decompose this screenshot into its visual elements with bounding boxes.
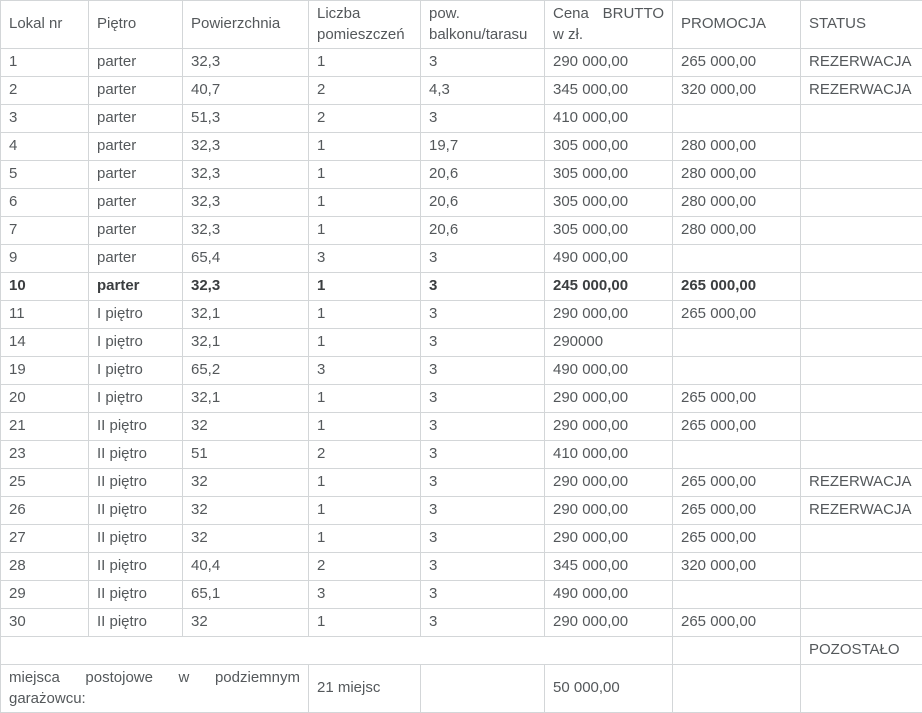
table-row [1, 553, 922, 581]
header-liczba-pomieszczen: Liczba pomieszczeń [309, 1, 421, 49]
cell-pow-balkonu: 3 [421, 469, 545, 497]
cell-status [801, 133, 922, 161]
cell-powierzchnia: 32,1 [183, 329, 309, 357]
cell-powierzchnia: 65,2 [183, 357, 309, 385]
pozostalo-cell: POZOSTAŁO [801, 637, 922, 665]
cell-promocja: 265 000,00 [673, 609, 801, 637]
cell-cena-brutto: 490 000,00 [545, 357, 673, 385]
cell-promocja [673, 581, 801, 609]
cell-lokal-nr: 20 [1, 385, 89, 413]
cell-status [801, 441, 922, 469]
cell-lokal-nr: 1 [1, 49, 89, 77]
cell-lokal-nr: 6 [1, 189, 89, 217]
cell-pietro: II piętro [89, 469, 183, 497]
cell-promocja: 265 000,00 [673, 497, 801, 525]
table-row [1, 581, 922, 609]
cell-status [801, 189, 922, 217]
cell-pow-balkonu: 3 [421, 413, 545, 441]
cell-cena-brutto: 290 000,00 [545, 413, 673, 441]
cell-pow-balkonu: 3 [421, 581, 545, 609]
cell-lokal-nr: 2 [1, 77, 89, 105]
cell-pietro: I piętro [89, 385, 183, 413]
cell-lokal-nr: 7 [1, 217, 89, 245]
cell-lokal-nr: 28 [1, 553, 89, 581]
spacer-row [1, 637, 922, 665]
cell-powierzchnia: 32,3 [183, 49, 309, 77]
cell-liczba-pomieszczen: 2 [309, 77, 421, 105]
table-row [1, 189, 922, 217]
header-promocja: PROMOCJA [673, 1, 801, 49]
cell-promocja [673, 441, 801, 469]
cell-cena-brutto: 290 000,00 [545, 525, 673, 553]
cell-status [801, 161, 922, 189]
cell-pietro: I piętro [89, 357, 183, 385]
cell-liczba-pomieszczen: 3 [309, 581, 421, 609]
cell-pow-balkonu: 20,6 [421, 161, 545, 189]
header-cena-brutto: Cena BRUTTO w zł. [545, 1, 673, 49]
cell-status [801, 357, 922, 385]
cell-pietro: parter [89, 49, 183, 77]
cell-promocja: 280 000,00 [673, 217, 801, 245]
table-row [1, 497, 922, 525]
table-row [1, 469, 922, 497]
cell-status [801, 609, 922, 637]
cell-status [801, 525, 922, 553]
cell-powierzchnia: 32,3 [183, 217, 309, 245]
cell-cena-brutto: 305 000,00 [545, 189, 673, 217]
cell-powierzchnia: 40,7 [183, 77, 309, 105]
cell-powierzchnia: 32,3 [183, 273, 309, 301]
cell-liczba-pomieszczen: 1 [309, 49, 421, 77]
cell-powierzchnia: 32 [183, 525, 309, 553]
cell-promocja: 265 000,00 [673, 49, 801, 77]
cell-pow-balkonu: 3 [421, 329, 545, 357]
cell-pietro: II piętro [89, 413, 183, 441]
cell-pietro: parter [89, 245, 183, 273]
cell-pietro: parter [89, 189, 183, 217]
cell-pow-balkonu: 3 [421, 105, 545, 133]
spacer-cell [1, 637, 673, 665]
cell-promocja: 280 000,00 [673, 133, 801, 161]
garage-empty-cell [421, 665, 545, 713]
cell-cena-brutto: 245 000,00 [545, 273, 673, 301]
cell-pow-balkonu: 3 [421, 357, 545, 385]
table-row [1, 273, 922, 301]
cell-powierzchnia: 32,3 [183, 189, 309, 217]
cell-lokal-nr: 23 [1, 441, 89, 469]
header-pietro: Piętro [89, 1, 183, 49]
cell-pietro: I piętro [89, 301, 183, 329]
cell-pietro: parter [89, 133, 183, 161]
table-row [1, 77, 922, 105]
cell-powierzchnia: 32 [183, 469, 309, 497]
cell-cena-brutto: 410 000,00 [545, 441, 673, 469]
table-row [1, 385, 922, 413]
cell-status: REZERWACJA [801, 469, 922, 497]
cell-status [801, 385, 922, 413]
cell-cena-brutto: 410 000,00 [545, 105, 673, 133]
table-row [1, 105, 922, 133]
cell-pietro: II piętro [89, 609, 183, 637]
cell-liczba-pomieszczen: 1 [309, 217, 421, 245]
cell-liczba-pomieszczen: 1 [309, 413, 421, 441]
cell-status: REZERWACJA [801, 497, 922, 525]
cell-powierzchnia: 32,3 [183, 133, 309, 161]
cell-pow-balkonu: 19,7 [421, 133, 545, 161]
table-row [1, 357, 922, 385]
cell-liczba-pomieszczen: 1 [309, 525, 421, 553]
garage-row [1, 665, 922, 713]
cell-promocja: 265 000,00 [673, 525, 801, 553]
cell-status [801, 273, 922, 301]
cell-pow-balkonu: 3 [421, 49, 545, 77]
cell-cena-brutto: 290 000,00 [545, 301, 673, 329]
cell-status [801, 329, 922, 357]
cell-promocja [673, 357, 801, 385]
cell-pietro: II piętro [89, 553, 183, 581]
cell-lokal-nr: 25 [1, 469, 89, 497]
cell-cena-brutto: 290 000,00 [545, 469, 673, 497]
table-row [1, 133, 922, 161]
cell-pow-balkonu: 3 [421, 497, 545, 525]
cell-powierzchnia: 51,3 [183, 105, 309, 133]
cell-pietro: parter [89, 105, 183, 133]
cell-lokal-nr: 29 [1, 581, 89, 609]
cell-cena-brutto: 290 000,00 [545, 385, 673, 413]
cell-liczba-pomieszczen: 1 [309, 609, 421, 637]
cell-pietro: II piętro [89, 441, 183, 469]
cell-powierzchnia: 51 [183, 441, 309, 469]
garage-status-cell [801, 665, 922, 713]
cell-promocja [673, 245, 801, 273]
cell-promocja: 320 000,00 [673, 553, 801, 581]
cell-liczba-pomieszczen: 1 [309, 329, 421, 357]
cell-promocja: 265 000,00 [673, 301, 801, 329]
cell-pietro: II piętro [89, 581, 183, 609]
cell-pietro: parter [89, 217, 183, 245]
cell-pietro: parter [89, 77, 183, 105]
cell-status [801, 245, 922, 273]
table-row [1, 301, 922, 329]
cell-cena-brutto: 290000 [545, 329, 673, 357]
cell-liczba-pomieszczen: 2 [309, 441, 421, 469]
cell-lokal-nr: 5 [1, 161, 89, 189]
cell-pow-balkonu: 20,6 [421, 217, 545, 245]
cell-powierzchnia: 32,1 [183, 301, 309, 329]
spacer-promocja-cell [673, 637, 801, 665]
cell-promocja: 265 000,00 [673, 385, 801, 413]
table-body [1, 49, 922, 637]
cell-lokal-nr: 21 [1, 413, 89, 441]
table-row [1, 441, 922, 469]
cell-liczba-pomieszczen: 1 [309, 469, 421, 497]
cell-liczba-pomieszczen: 1 [309, 133, 421, 161]
cell-pow-balkonu: 3 [421, 441, 545, 469]
cell-powierzchnia: 32 [183, 413, 309, 441]
cell-pow-balkonu: 3 [421, 245, 545, 273]
cell-pow-balkonu: 3 [421, 273, 545, 301]
cell-liczba-pomieszczen: 1 [309, 189, 421, 217]
cell-status [801, 581, 922, 609]
cell-liczba-pomieszczen: 1 [309, 161, 421, 189]
cell-liczba-pomieszczen: 2 [309, 553, 421, 581]
table-row [1, 413, 922, 441]
table-footer [1, 637, 922, 713]
cell-promocja [673, 329, 801, 357]
cell-pow-balkonu: 4,3 [421, 77, 545, 105]
table-row [1, 245, 922, 273]
cell-powierzchnia: 65,4 [183, 245, 309, 273]
cell-cena-brutto: 345 000,00 [545, 77, 673, 105]
cell-lokal-nr: 9 [1, 245, 89, 273]
cell-liczba-pomieszczen: 1 [309, 273, 421, 301]
cell-pow-balkonu: 3 [421, 609, 545, 637]
cell-cena-brutto: 490 000,00 [545, 245, 673, 273]
cell-pietro: parter [89, 161, 183, 189]
table-row [1, 49, 922, 77]
header-row [1, 1, 922, 49]
cell-status: REZERWACJA [801, 77, 922, 105]
garage-label-cell: miejsca postojowe w podziemnym garażowcu: [1, 665, 309, 713]
cell-powierzchnia: 32 [183, 497, 309, 525]
table-row [1, 329, 922, 357]
cell-promocja: 265 000,00 [673, 273, 801, 301]
cell-lokal-nr: 26 [1, 497, 89, 525]
cell-cena-brutto: 305 000,00 [545, 217, 673, 245]
cell-powierzchnia: 65,1 [183, 581, 309, 609]
cell-pietro: II piętro [89, 525, 183, 553]
cell-cena-brutto: 290 000,00 [545, 497, 673, 525]
cell-pow-balkonu: 3 [421, 553, 545, 581]
cell-powierzchnia: 32 [183, 609, 309, 637]
cell-status [801, 105, 922, 133]
cell-status: REZERWACJA [801, 49, 922, 77]
cell-liczba-pomieszczen: 1 [309, 497, 421, 525]
cell-powierzchnia: 32,3 [183, 161, 309, 189]
header-status: STATUS [801, 1, 922, 49]
garage-price-cell: 50 000,00 [545, 665, 673, 713]
cell-lokal-nr: 14 [1, 329, 89, 357]
table-row [1, 161, 922, 189]
table-row [1, 525, 922, 553]
cell-liczba-pomieszczen: 2 [309, 105, 421, 133]
header-powierzchnia: Powierzchnia [183, 1, 309, 49]
cell-pow-balkonu: 20,6 [421, 189, 545, 217]
table-header [1, 1, 922, 49]
cell-cena-brutto: 490 000,00 [545, 581, 673, 609]
cell-promocja: 280 000,00 [673, 161, 801, 189]
cell-lokal-nr: 10 [1, 273, 89, 301]
cell-cena-brutto: 290 000,00 [545, 49, 673, 77]
cell-powierzchnia: 32,1 [183, 385, 309, 413]
cell-lokal-nr: 19 [1, 357, 89, 385]
cell-powierzchnia: 40,4 [183, 553, 309, 581]
cell-pow-balkonu: 3 [421, 385, 545, 413]
cell-liczba-pomieszczen: 1 [309, 385, 421, 413]
header-pow-balkonu: pow. balkonu/tarasu [421, 1, 545, 49]
header-lokal-nr: Lokal nr [1, 1, 89, 49]
cell-status [801, 217, 922, 245]
table-row [1, 609, 922, 637]
cell-liczba-pomieszczen: 1 [309, 301, 421, 329]
garage-promocja-cell [673, 665, 801, 713]
cell-lokal-nr: 4 [1, 133, 89, 161]
cell-liczba-pomieszczen: 3 [309, 357, 421, 385]
cell-pietro: I piętro [89, 329, 183, 357]
cell-status [801, 301, 922, 329]
cell-cena-brutto: 305 000,00 [545, 133, 673, 161]
cell-pow-balkonu: 3 [421, 525, 545, 553]
cell-lokal-nr: 27 [1, 525, 89, 553]
cell-cena-brutto: 305 000,00 [545, 161, 673, 189]
table-row [1, 217, 922, 245]
cell-status [801, 413, 922, 441]
cell-status [801, 553, 922, 581]
cell-lokal-nr: 11 [1, 301, 89, 329]
cell-cena-brutto: 345 000,00 [545, 553, 673, 581]
cell-promocja [673, 105, 801, 133]
cell-lokal-nr: 3 [1, 105, 89, 133]
cell-pietro: parter [89, 273, 183, 301]
cell-promocja: 280 000,00 [673, 189, 801, 217]
garage-count-cell: 21 miejsc [309, 665, 421, 713]
cell-promocja: 265 000,00 [673, 413, 801, 441]
cell-liczba-pomieszczen: 3 [309, 245, 421, 273]
cell-pietro: II piętro [89, 497, 183, 525]
cell-lokal-nr: 30 [1, 609, 89, 637]
cell-promocja: 320 000,00 [673, 77, 801, 105]
cell-promocja: 265 000,00 [673, 469, 801, 497]
cell-cena-brutto: 290 000,00 [545, 609, 673, 637]
cell-pow-balkonu: 3 [421, 301, 545, 329]
